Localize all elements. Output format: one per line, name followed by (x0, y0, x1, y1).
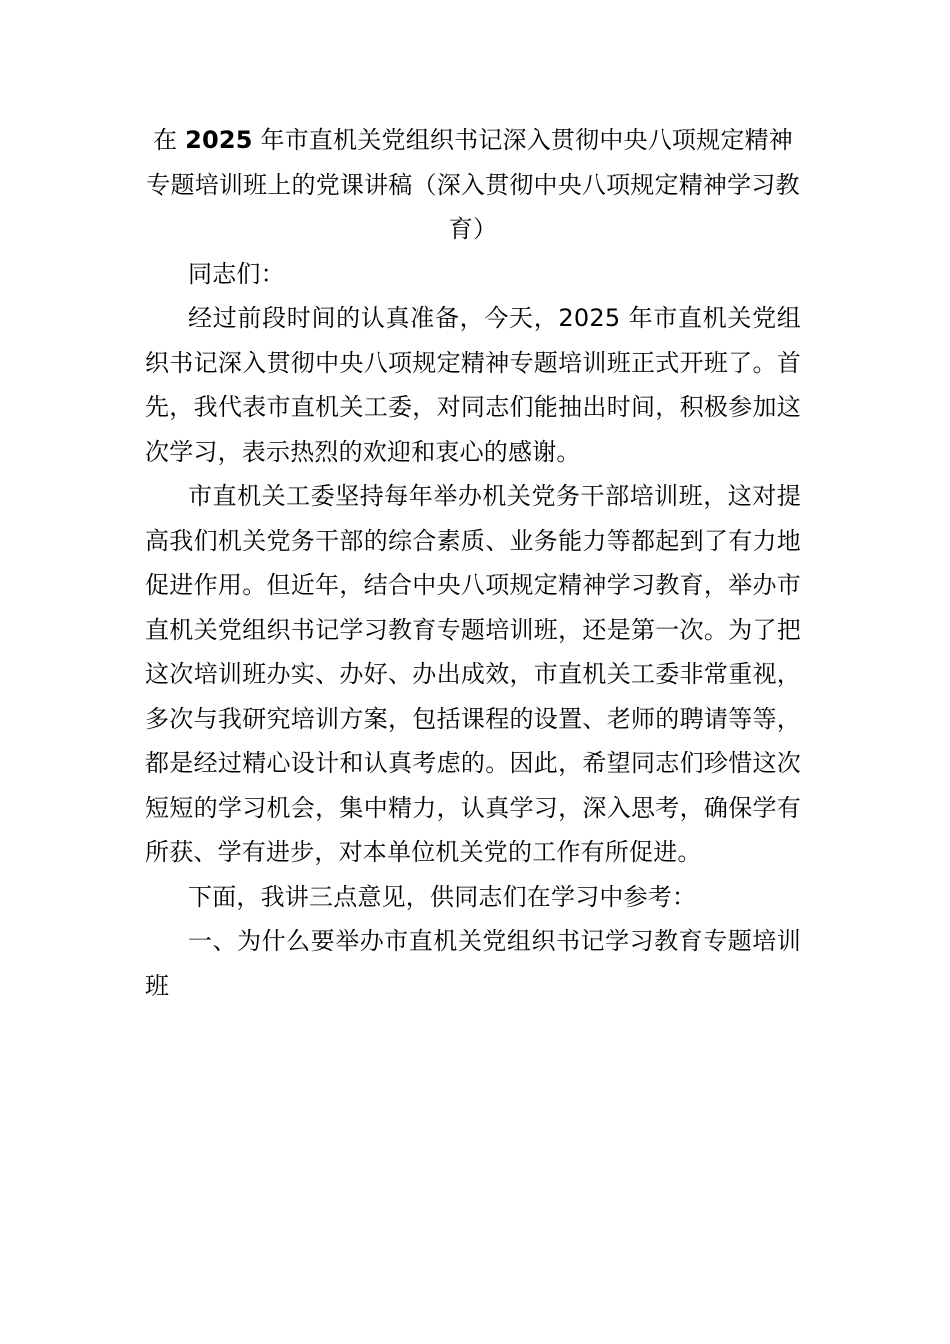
salutation: 同志们： (188, 259, 285, 288)
paragraph-outline: 下面，我讲三点意见，供同志们在学习中参考： (188, 882, 697, 911)
title-prefix: 在 (153, 126, 186, 154)
document-title (145, 118, 801, 252)
paragraph-background: 市直机关工委坚持每年举办机关党务干部培训班，这对提高我们机关党务干部的综合素质、业务能力等都起到了有力地促进作用。但近年，结合中央八项规定精神学习教育，举办市直机关党组织书记学习教育专题培训班，还是第一次。为了把这次培训班办实、办好、办出成效，市直机关工委非常重视，多次与我研究培训方案，包括课程的设置、老师的聘请等等，都是经过精心设计和认真考虑的。因此，希望同志们珍惜这次短短的学习机会，集中精力，认真学习，深入思考，确保学有所获、学有进步，对本单位机关党的工作有所促进。 (145, 482, 801, 866)
document-page (145, 118, 801, 1008)
title-year: 2025 (185, 126, 253, 154)
title-suffix: 年市直机关党组织书记深入贯彻中央八项规定精神专题培训班上的党课讲稿（深入贯彻中央八项规定精神学习教育） (146, 126, 800, 243)
paragraph-opening: 经过前段时间的认真准备，今天，2025 年市直机关党组织书记深入贯彻中央八项规定精神专题培训班正式开班了。首先，我代表市直机关工委，对同志们能抽出时间，积极参加这次学习，表示热烈的欢迎和衷心的感谢。 (145, 304, 801, 466)
section-heading-1: 一、为什么要举办市直机关党组织书记学习教育专题培训班 (145, 927, 801, 1000)
